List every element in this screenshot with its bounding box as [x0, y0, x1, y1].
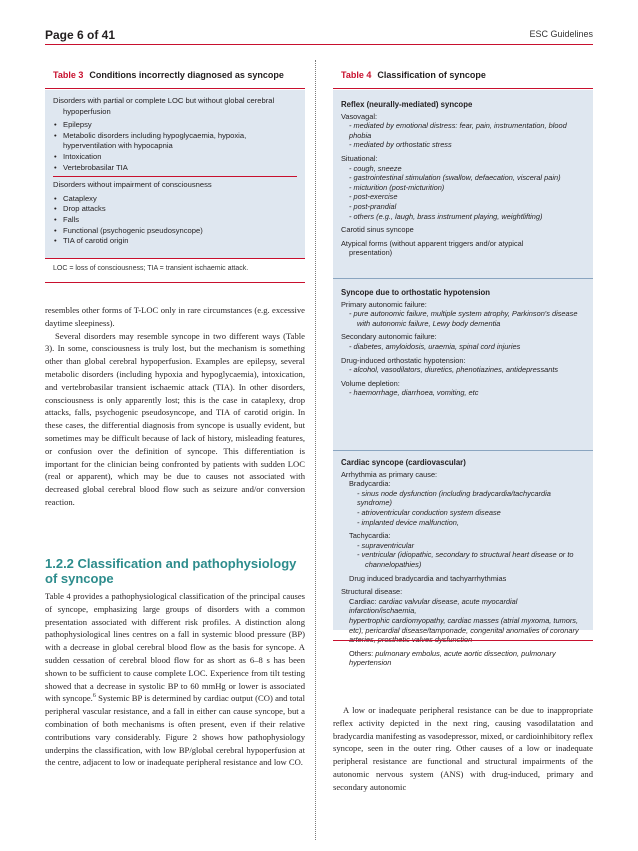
list-item: etc), pericardial disease/tamponade, congenital anomalies of coronary [349, 625, 579, 635]
list-item: • TIA of carotid origin [53, 236, 297, 247]
table3-body [45, 90, 305, 258]
table4-ortho-section [333, 288, 593, 398]
secondary-label: Secondary autonomic failure: [341, 332, 437, 342]
table4-bottom-rule [333, 640, 593, 641]
list-item: - cough, sneeze [349, 163, 402, 173]
cardiac-heading: Cardiac syncope (cardiovascular) [341, 458, 466, 467]
list-item: - diabetes, amyloidosis, uraemia, spinal cord injuries [349, 341, 521, 351]
table4-body [333, 90, 593, 668]
list-item: - supraventricular [357, 540, 415, 550]
others-sublabel: Others: [349, 648, 374, 658]
tachy-label: Tachycardia: [349, 531, 391, 541]
page-header [45, 24, 593, 46]
list-item: • Intoxication [53, 152, 297, 163]
list-item: • Functional (psychogenic pseudosyncope) [53, 226, 297, 237]
list-item: • Cataplexy [53, 194, 297, 205]
column-separator [315, 60, 316, 840]
list-item: pulmonary embolus, acute aortic dissection, pulmonary [375, 648, 556, 658]
situational-label: Situational: [341, 153, 378, 163]
table4-title: Classification of syncope [377, 70, 486, 80]
paragraph: Several disorders may resemble syncope in two different ways (Table 3). In some, consciousness is truly lost, but the mechanism is something other than global cerebral hypoperfusion. Examples are epilepsy, several metabolic disorders (including hypoxia and hypoglycaemia), intoxication, and vertebrobasilar transient ischaemic attack (TIA). In other disorders, consciousness is only apparently lost; this is the case in cataplexy, drop attacks, falls, psychogenic pseudosyncope, and TIA of carotid origin. In these cases, the differential diagnosis from syncope is usually evident, but sometimes may be difficult because of lack of history, misleading features, or confusion over the definition of syncope. This differentiation is important for the clinician being confronted by patients with sudden LOC (real or apparent), which may be due to causes not associated with decreased global cerebral blood flow such as seizure and/or conversion reaction. [45, 330, 305, 507]
arrhythmia-label: Arrhythmia as primary cause: [341, 469, 438, 479]
table4-divider [333, 450, 593, 451]
carotid-label: Carotid sinus syncope [341, 225, 414, 235]
list-item: - mediated by emotional distress: fear, pain, instrumentation, blood phobia [349, 121, 567, 140]
list-item: • Metabolic disorders including hypoglycaemia, hypoxia, hyperventilation with hypocapnia [53, 131, 297, 152]
table4-reflex-section [333, 100, 593, 258]
ortho-heading: Syncope due to orthostatic hypotension [341, 288, 491, 297]
table4-divider [333, 278, 593, 279]
table3-number: Table 3 [53, 70, 84, 80]
list-item: - atrioventricular conduction system disease [357, 507, 501, 517]
list-item: hypertension [349, 658, 392, 668]
table4-top-rule [333, 88, 593, 89]
cardiac-sublabel: Cardiac: [349, 596, 377, 606]
table3-end-rule [45, 282, 305, 283]
header-rule [45, 44, 593, 45]
table3-bottom-rule [45, 258, 305, 259]
table3-list2 [53, 194, 297, 247]
table3-group2: Disorders without impairment of consciousness [53, 180, 212, 190]
list-item: - gastrointestinal stimulation (swallow, defaecation, visceral pain) [349, 173, 561, 183]
table4-number: Table 4 [341, 70, 372, 80]
table3-divider [53, 176, 297, 177]
atypical-line1: Atypical forms (without apparent triggers and/or atypical [341, 238, 524, 248]
list-item: • Drop attacks [53, 204, 297, 215]
section-heading: 1.2.2 Classification and pathophysiology of syncope [45, 556, 297, 586]
structural-label: Structural disease: [341, 587, 403, 597]
paragraph: Table 4 provides a pathophysiological classification of the principal causes of syncope, emphasizing large groups of disorders with a common presentation associated with different risk profiles. A distinction along pathophysiological lines centres on a fall in systemic blood pressure (BP) with a decrease in global cerebral blood flow as the basis for syncope. A sudden cessation of cerebral blood flow for as short as 6–8 s has been shown to be sufficient to cause complete LOC. Experience from tilt testing showed that a decrease in systolic BP to 60 mmHg or lower is associated with syncope.$^6$ Systemic BP is determined by cardiac output (CO) and total peripheral vascular resistance, and a fall in either can cause syncope, but a combination of both mechanisms is often present, even if their relative contributions vary considerably. Figure 2 shows how pathophysiology underpins the classification, with low BP/global cerebral hypoperfusion at the centre, adjacent to low or inadequate peripheral resistance and low CO. [45, 591, 305, 768]
list-item: - post-prandial [349, 201, 397, 211]
list-item: with autonomic failure, Lewy body dementia [357, 318, 501, 328]
drug-label: Drug-induced orthostatic hypotension: [341, 355, 466, 365]
table3-footnote: LOC = loss of consciousness; TIA = transient ischaemic attack. [53, 265, 249, 272]
list-item: cardiac valvular disease, acute myocardial infarction/ischaemia, [349, 596, 518, 616]
list-item: - sinus node dysfunction (including bradycardia/tachycardia syndrome) [357, 488, 551, 508]
table3-title: Conditions incorrectly diagnosed as syncope [89, 70, 284, 80]
vasovagal-label: Vasovagal: [341, 111, 378, 121]
volume-label: Volume depletion: [341, 378, 400, 388]
list-item: arteries, prosthetic valves dysfunction [349, 635, 473, 645]
list-item: - micturition (post-micturition) [349, 182, 445, 192]
table3-top-rule [45, 88, 305, 89]
paragraph: A low or inadequate peripheral resistance can be due to inappropriate reflex activity depicted in the next ring, causing vasodilatation and bradycardia manifesting as vasodepressor, mixed, or cardioinhibitory reflex syncope, seen in the outer ring. Other causes of a low or inadequate peripheral resistance are functional and structural impairments of the autonomic nervous system (ANS) with drug-induced, primary and secondary autonomic [333, 705, 594, 792]
list-item: - post-exercise [349, 192, 398, 202]
list-item: - ventricular (idiopathic, secondary to structural heart disease or to [357, 550, 574, 560]
journal-label: ESC Guidelines [529, 29, 593, 39]
table3-list1 [53, 120, 297, 173]
list-item: - alcohol, vasodilators, diuretics, phenotiazines, antidepressants [349, 365, 559, 375]
list-item: • Falls [53, 215, 297, 226]
brady-label: Bradycardia: [349, 479, 391, 489]
primary-label: Primary autonomic failure: [341, 299, 427, 309]
page-number: Page 6 of 41 [45, 28, 116, 42]
left-column-text-bottom [45, 590, 305, 769]
drug-induced-label: Drug induced bradycardia and tachyarrhythmias [349, 573, 507, 583]
table3-group1-line2: hypoperfusion [63, 106, 111, 116]
right-column-text [333, 704, 593, 794]
reflex-heading: Reflex (neurally-mediated) syncope [341, 100, 473, 109]
atypical-line2: presentation) [349, 248, 393, 258]
table4-cardiac-section [333, 458, 593, 668]
paragraph: resembles other forms of T-LOC only in rare circumstances (e.g. excessive daytime sleepiness). [45, 305, 305, 328]
list-item: - pure autonomic failure, multiple system atrophy, Parkinson's disease [349, 309, 578, 319]
table3-group1-line1: Disorders with partial or complete LOC but without global cerebral [53, 96, 275, 105]
table4-caption [341, 70, 486, 80]
list-item: - implanted device malfunction, [357, 517, 459, 527]
list-item: • Vertebrobasilar TIA [53, 163, 297, 174]
left-column-text-top [45, 304, 305, 509]
list-item: - haemorrhage, diarrhoea, vomiting, etc [349, 388, 479, 398]
list-item: - mediated by orthostatic stress [349, 140, 452, 150]
list-item: channelopathies) [365, 559, 422, 569]
list-item: hypertrophic cardiomyopathy, cardiac masses (atrial myxoma, tumors, [349, 615, 579, 625]
list-item: • Epilepsy [53, 120, 297, 131]
list-item: - others (e.g., laugh, brass instrument playing, weightlifting) [349, 211, 543, 221]
table3-caption [53, 70, 284, 80]
